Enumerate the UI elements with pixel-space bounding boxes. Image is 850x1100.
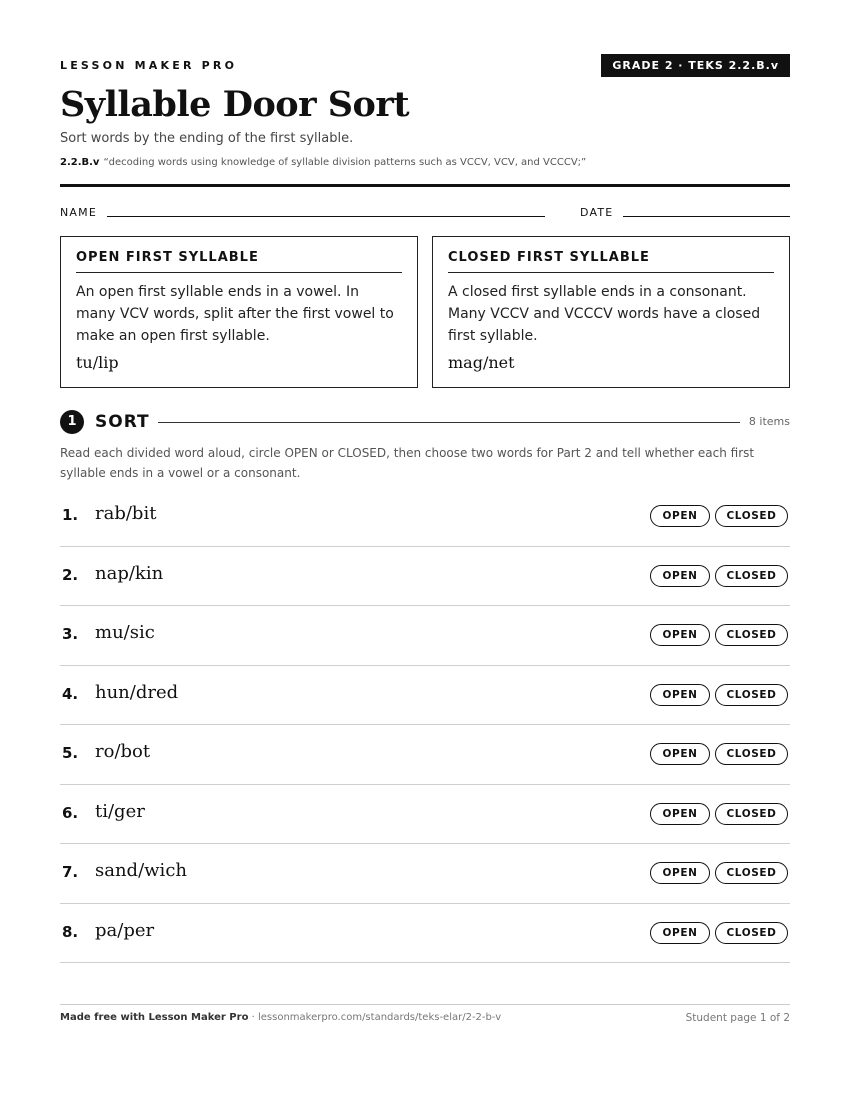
footer-made-with: Made free with Lesson Maker Pro <box>60 1012 249 1023</box>
open-choice-button[interactable]: OPEN <box>650 684 710 706</box>
item-count: 8 items <box>748 415 790 428</box>
item-word: pa/per <box>95 919 155 941</box>
closed-box-title: CLOSED FIRST SYLLABLE <box>448 250 774 273</box>
open-box-example: tu/lip <box>76 353 119 372</box>
section-divider <box>158 422 740 423</box>
item-word: mu/sic <box>95 622 155 643</box>
item-number: 3. <box>62 625 79 643</box>
footer-divider <box>60 1004 790 1005</box>
open-box-text: An open first syllable ends in a vowel. In many VCV words, split after the first vowel to make an open first syllable. <box>76 284 394 344</box>
item-number: 7. <box>62 863 79 881</box>
choice-group <box>645 803 788 825</box>
closed-choice-button[interactable]: CLOSED <box>715 684 788 706</box>
open-choice-button[interactable]: OPEN <box>650 505 710 527</box>
open-choice-button[interactable]: OPEN <box>650 922 710 944</box>
item-number: 2. <box>62 565 79 584</box>
grade-standard-badge: GRADE 2 · TEKS 2.2.B.v <box>601 54 790 77</box>
item-number: 5. <box>62 744 79 762</box>
open-box-title: OPEN FIRST SYLLABLE <box>76 250 402 273</box>
footer-credit <box>60 1012 501 1023</box>
choice-group <box>645 862 788 884</box>
section-title: SORT <box>95 412 150 432</box>
sort-instructions: Read each divided word aloud, circle OPEN or CLOSED, then choose two words for Part 2 and tell whether each first syllable ends in a vowel or a consonant. <box>60 446 755 480</box>
item-number: 8. <box>62 922 79 941</box>
item-word: rab/bit <box>95 503 157 524</box>
item-number: 1. <box>62 506 79 524</box>
choice-group <box>645 922 788 944</box>
choice-group <box>645 565 788 587</box>
open-choice-button[interactable]: OPEN <box>650 803 710 825</box>
closed-box-text: A closed first syllable ends in a consonant. Many VCCV and VCCCV words have a closed first syllable. <box>448 284 761 344</box>
name-date-row <box>60 205 790 221</box>
item-word: hun/dred <box>95 681 179 703</box>
open-choice-button[interactable]: OPEN <box>650 624 710 646</box>
closed-choice-button[interactable]: CLOSED <box>715 505 788 527</box>
page-subtitle: Sort words by the ending of the first syllable. <box>60 131 354 146</box>
item-number: 4. <box>62 684 79 703</box>
closed-choice-button[interactable]: CLOSED <box>715 922 788 944</box>
date-label: DATE <box>580 206 614 219</box>
header-divider <box>60 184 790 187</box>
choice-group <box>645 505 788 527</box>
list-item <box>60 606 790 666</box>
sort-items-list <box>60 487 790 963</box>
standard-description <box>60 157 586 168</box>
open-choice-button[interactable]: OPEN <box>650 862 710 884</box>
closed-box-example: mag/net <box>448 353 515 372</box>
top-bar <box>60 54 790 80</box>
closed-syllable-box <box>432 236 790 388</box>
standard-code: 2.2.B.v <box>60 157 100 168</box>
choice-group <box>645 743 788 765</box>
list-item <box>60 487 790 547</box>
open-syllable-box <box>60 236 418 388</box>
item-word: ti/ger <box>95 800 145 822</box>
list-item <box>60 666 790 726</box>
open-choice-button[interactable]: OPEN <box>650 743 710 765</box>
list-item <box>60 844 790 904</box>
brand-name: LESSON MAKER PRO <box>60 59 238 72</box>
standard-quote: “decoding words using knowledge of syllable division patterns such as VCCV, VCV, and VCCCV;” <box>103 157 587 168</box>
list-item <box>60 547 790 607</box>
section-number-badge: 1 <box>60 410 84 434</box>
closed-choice-button[interactable]: CLOSED <box>715 565 788 587</box>
sort-section-header <box>60 409 790 435</box>
closed-choice-button[interactable]: CLOSED <box>715 862 788 884</box>
list-item <box>60 725 790 785</box>
item-word: sand/wich <box>95 860 187 881</box>
name-label: NAME <box>60 206 97 219</box>
list-item <box>60 904 790 964</box>
choice-group <box>645 684 788 706</box>
item-number: 6. <box>62 803 79 822</box>
closed-choice-button[interactable]: CLOSED <box>715 624 788 646</box>
item-word: ro/bot <box>95 741 151 762</box>
item-word: nap/kin <box>95 562 164 584</box>
page-title: Syllable Door Sort <box>60 84 409 125</box>
footer-page-number: Student page 1 of 2 <box>685 1012 790 1024</box>
closed-choice-button[interactable]: CLOSED <box>715 743 788 765</box>
open-choice-button[interactable]: OPEN <box>650 565 710 587</box>
date-field[interactable] <box>623 216 790 217</box>
footer-url: · lessonmakerpro.com/standards/teks-elar/2-2-b-v <box>248 1012 502 1023</box>
list-item <box>60 785 790 845</box>
name-field[interactable] <box>107 216 545 217</box>
choice-group <box>645 624 788 646</box>
closed-choice-button[interactable]: CLOSED <box>715 803 788 825</box>
